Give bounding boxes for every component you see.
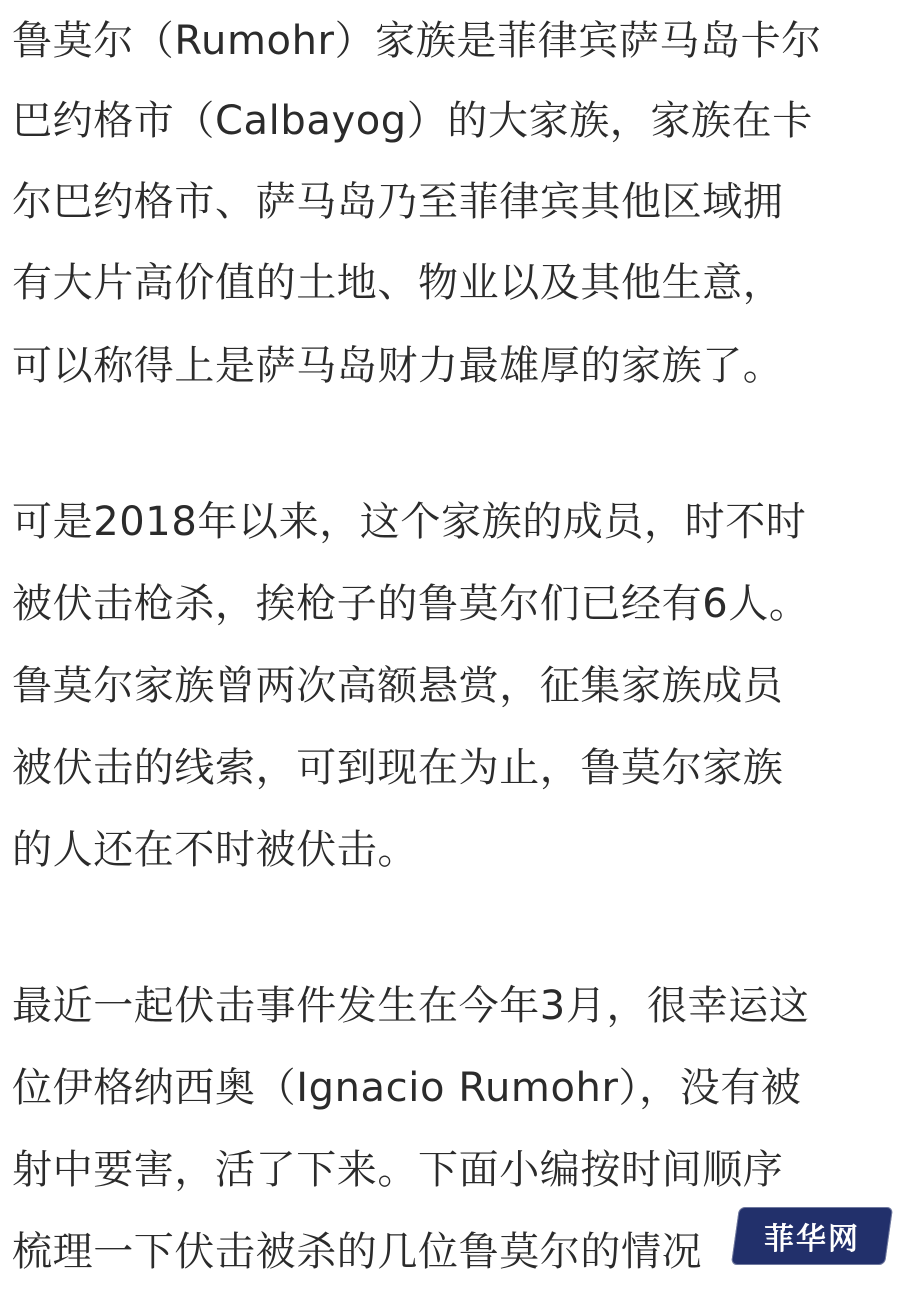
paragraph-2-line-5: 的人还在不时被伏击。	[12, 827, 418, 873]
paragraph-1-line-1: 鲁莫尔（Rumohr）家族是菲律宾萨马岛卡尔	[12, 18, 822, 64]
paragraph-1-line-2: 巴约格市（Calbayog）的大家族，家族在卡	[12, 98, 813, 144]
paragraph-1-line-4: 有大片高价值的土地、物业以及其他生意，	[12, 260, 784, 306]
paragraph-1-line-5: 可以称得上是萨马岛财力最雄厚的家族了。	[12, 343, 784, 389]
watermark-text: 菲华网	[764, 1222, 860, 1257]
paragraph-3-line-2: 位伊格纳西奥（Ignacio Rumohr），没有被	[12, 1065, 802, 1111]
paragraph-3-line-3: 射中要害，活了下来。下面小编按时间顺序	[12, 1147, 784, 1193]
paragraph-2-line-4: 被伏击的线索，可到现在为止，鲁莫尔家族	[12, 745, 784, 791]
watermark-logo	[731, 1207, 893, 1265]
paragraph-1-line-3: 尔巴约格市、萨马岛乃至菲律宾其他区域拥	[12, 179, 784, 225]
paragraph-3-line-4: 梳理一下伏击被杀的几位鲁莫尔的情况	[12, 1229, 703, 1275]
paragraph-2-line-3: 鲁莫尔家族曾两次高额悬赏，征集家族成员	[12, 663, 784, 709]
paragraph-2-line-2: 被伏击枪杀，挨枪子的鲁莫尔们已经有6人。	[12, 581, 810, 627]
paragraph-3-line-1: 最近一起伏击事件发生在今年3月，很幸运这	[12, 983, 810, 1029]
paragraph-2-line-1: 可是2018年以来，这个家族的成员，时不时	[12, 499, 807, 545]
